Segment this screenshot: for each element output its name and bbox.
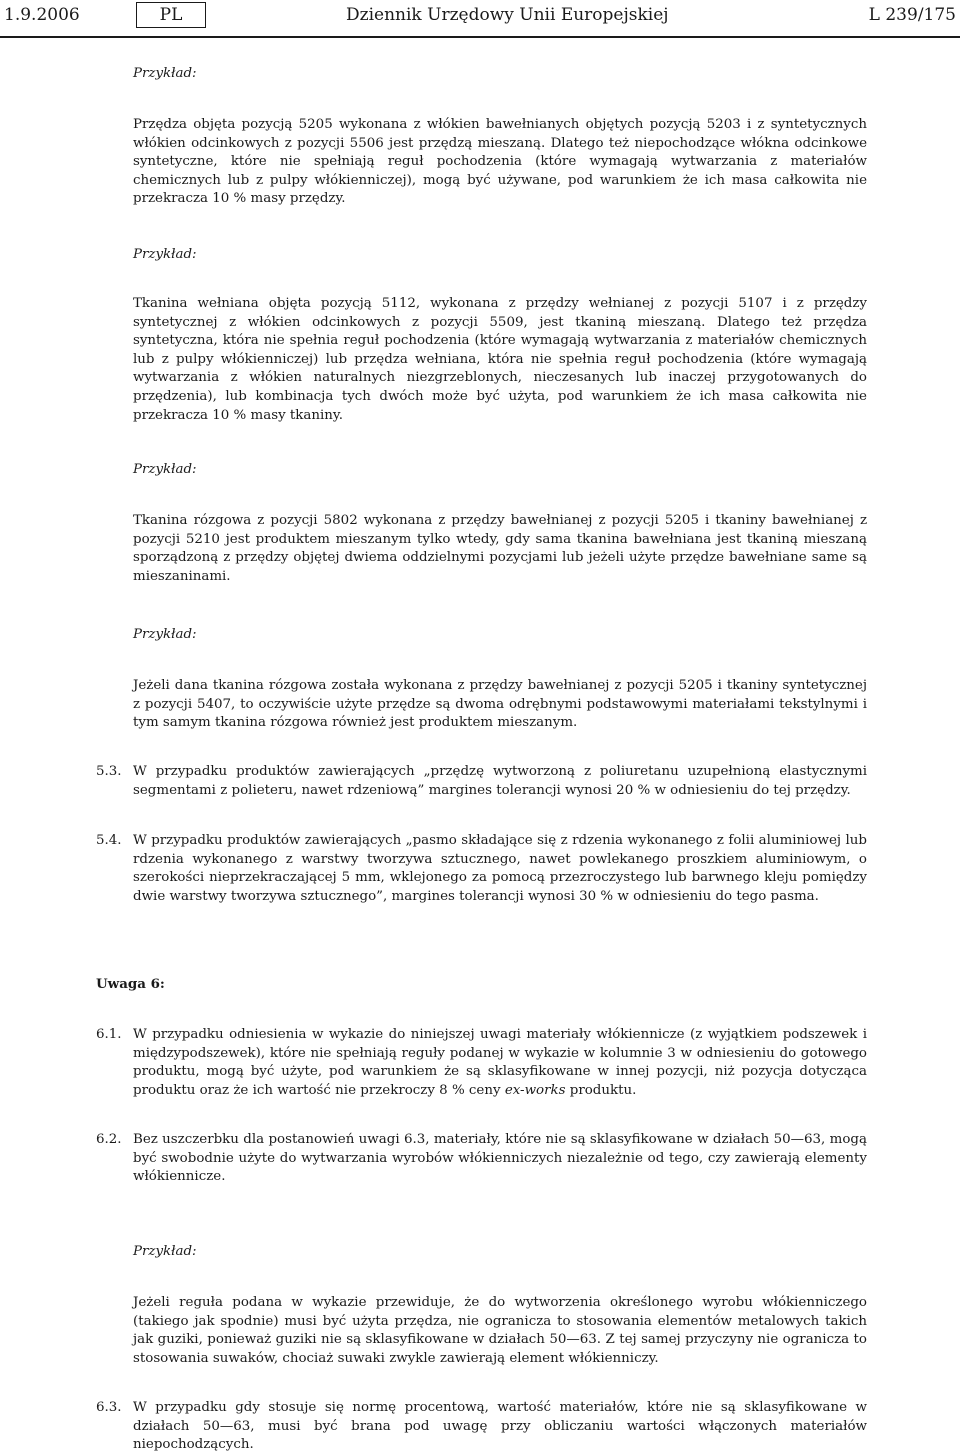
example-label: Przykład: <box>133 462 197 477</box>
example-text: Jeżeli dana tkanina rózgowa została wykonana z przędzy bawełnianej z pozycji 5205 i tkaniny syntetycznej z pozycji 5407, to oczywiście użyte przędze są dwoma odrębnymi podstawowymi materiałami tekstylnymi i tym samym tkanina rózgowa również jest produktem mieszanym. <box>133 678 867 731</box>
header-language-box: PL <box>136 2 206 28</box>
example-text: Jeżeli reguła podana w wykazie przewiduje, że do wytworzenia określonego wyrobu włókienniczego (takiego jak spodnie) musi być użyta przędza, nie ogranicza to stosowania elementów metalowych takich jak guziki, ponieważ guziki nie są sklasyfikowane w działach 50—63. Z tej samej przyczyny nie ogranicza to stosowania suwaków, chociaż suwaki zwykle zawierają element włókienniczy. <box>133 1295 867 1366</box>
example-text: Tkanina rózgowa z pozycji 5802 wykonana z przędzy bawełnianej z pozycji 5205 i tkaniny bawełnianej z pozycji 5210 jest produktem mieszanym tylko wtedy, gdy sama tkanina bawełniana jest tkaniną mieszaną sporządzoną z przędzy objętej dwiema oddzielnymi pozycjami lub jeżeli użyte przędze bawełniane same są mieszaninami. <box>133 513 867 584</box>
item-text: Bez uszczerbku dla postanowień uwagi 6.3, materiały, które nie są sklasyfikowane w działach 50—63, mogą być swobodnie użyte do wytwarzania wyrobów włókienniczych niezależnie od tego, czy zawierają elementy włókiennicze. <box>133 1132 867 1185</box>
header-journal-title: Dziennik Urzędowy Unii Europejskiej <box>346 5 669 25</box>
item-text-part: produktu. <box>565 1082 637 1098</box>
example-label: Przykład: <box>133 1244 197 1259</box>
note-heading: Uwaga 6: <box>96 976 165 992</box>
header-rule <box>0 36 960 38</box>
item-text: W przypadku produktów zawierających „pasmo składające się z rdzenia wykonanego z folii aluminiowej lub rdzenia wykonanego z warstwy tworzywa sztucznego, nawet powlekanego proszkiem aluminiowym, o szerokości nieprzekraczającej 5 mm, wklejonego za pomocą przezroczystego lub barwnego kleju pomiędzy dwie warstwy tworzywa sztucznego”, margines tolerancji wynosi 30 % w odniesieniu do tego pasma. <box>133 833 867 904</box>
example-text: Przędza objęta pozycją 5205 wykonana z włókien bawełnianych objętych pozycją 5203 i z syntetycznych włókien odcinkowych z pozycji 5506 jest przędzą mieszaną. Dlatego też niepochodzące włókna odcinkowe syntetyczne, które nie spełniają reguł pochodzenia (które wymagają wytwarzania z materiałów chemicznych lub z pulpy włókienniczej), mogą być używane, pod warunkiem że ich masa całkowita nie przekracza 10 % masy przędzy. <box>133 117 867 207</box>
page-header <box>0 0 960 34</box>
item-text <box>133 1026 867 1100</box>
example-label: Przykład: <box>133 627 197 642</box>
item-text: W przypadku produktów zawierających „przędzę wytworzoną z poliuretanu uzupełnioną elastycznymi segmentami z polieteru, nawet rdzeniową” margines tolerancji wynosi 20 % w odniesieniu do tej przędzy. <box>133 764 867 798</box>
example-text: Tkanina wełniana objęta pozycją 5112, wykonana z przędzy wełnianej z pozycji 5107 i z przędzy syntetycznej z włókien odcinkowych z pozycji 5509, jest tkaniną mieszaną. Dlatego też przędza syntetyczna, która nie spełnia reguł pochodzenia (które wymagają wytwarzania z materiałów chemicznych lub z pulpy włókienniczej) lub przędza wełniana, która nie spełnia reguł pochodzenia (które wymagają wytwarzania z włókien naturalnych niezgrzeblonych, nieczesanych lub inaczej przygotowanych do przędzenia), lub kombinacja tych dwóch może być użyta, pod warunkiem że ich masa całkowita nie przekracza 10 % masy tkaniny. <box>133 296 867 423</box>
item-text-part: W przypadku odniesienia w wykazie do niniejszej uwagi materiały włókiennicze (z wyjątkiem podszewek i międzypodszewek), które nie spełniają reguły podanej w wykazie w kolumnie 3 w odniesieniu do gotowego produktu, mogą być użyte, pod warunkiem że są sklasyfikowane w innej pozycji, niż pozycja dotycząca produktu oraz że ich wartość nie przekroczy 8 % ceny <box>133 1027 867 1098</box>
item-number: 5.3. <box>96 764 122 779</box>
item-text: W przypadku gdy stosuje się normę procentową, wartość materiałów, które nie są sklasyfikowane w działach 50—63, musi być brana pod uwagę przy obliczaniu wartości włączonych materiałów niepochodzących. <box>133 1400 867 1453</box>
item-number: 6.3. <box>96 1400 122 1415</box>
item-number: 6.1. <box>96 1027 122 1042</box>
header-date: 1.9.2006 <box>4 5 80 25</box>
example-label: Przykład: <box>133 247 197 262</box>
header-page-number: L 239/175 <box>868 5 956 25</box>
item-number: 5.4. <box>96 833 122 848</box>
item-number: 6.2. <box>96 1132 122 1147</box>
item-text-italic: ex-works <box>504 1082 566 1098</box>
example-label: Przykład: <box>133 66 197 81</box>
